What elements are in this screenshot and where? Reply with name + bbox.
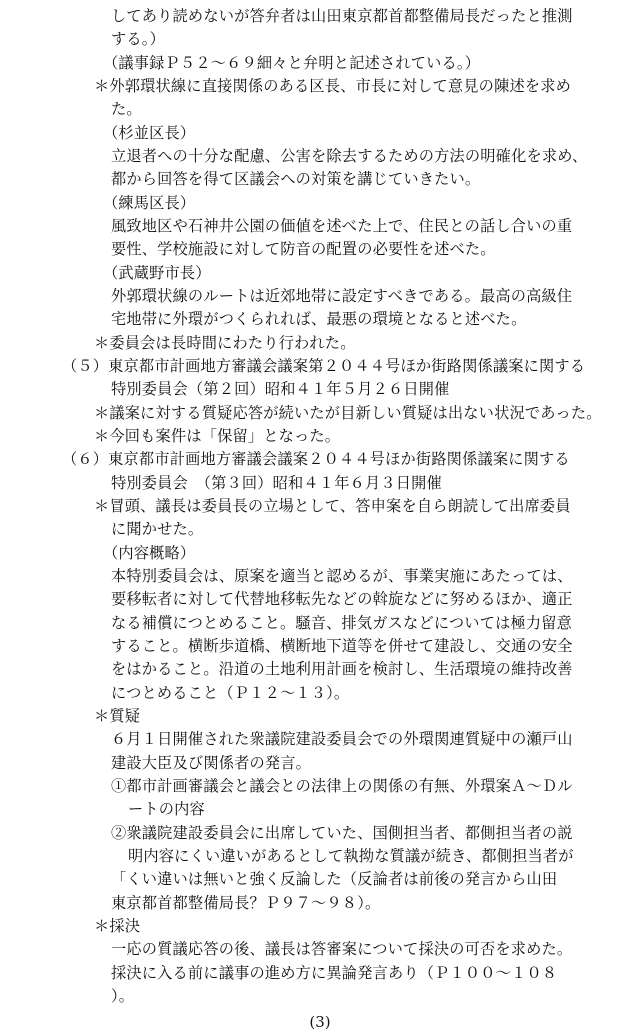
text-line: ＊質疑 [94, 707, 141, 725]
text-line: すること。横断歩道橋、横断地下道等を併せて建設し、交通の安全 [111, 637, 573, 655]
text-line: （６）東京都市計画地方審議会議案２０４４号ほか街路関係議案に関する [62, 450, 570, 468]
text-line: （内容概略） [103, 544, 196, 562]
text-line: なる補償につとめること。騒音、排気ガスなどについては極力留意 [111, 614, 573, 632]
text-line: ＊議案に対する質疑応答が続いたが目新しい質疑は出ない状況であった。 [94, 404, 602, 422]
text-line: 建設大臣及び関係者の発言。 [111, 754, 312, 772]
text-line: （５）東京都市計画地方審議会議案第２０４４号ほか街路関係議案に関する [62, 357, 586, 375]
text-line: ①都市計画審議会と議会との法律上の関係の有無、外環案Ａ〜Ｄル [111, 777, 573, 795]
text-line: （杉並区長） [103, 124, 196, 142]
text-line: 都から回答を得て区議会への対策を講じていきたい。 [111, 170, 481, 188]
text-line: 本特別委員会は、原案を適当と認めるが、事業実施にあたっては、 [111, 567, 573, 585]
text-line: 一応の質議応答の後、議長は答審案について採決の可否を求めた。 [111, 940, 573, 958]
text-line: 特別委員会 （第３回）昭和４１年６月３日開催 [111, 474, 442, 492]
text-line: ＊外郭環状線に直接関係のある区長、市長に対して意見の陳述を求め [94, 77, 572, 95]
text-line: （練馬区長） [103, 194, 196, 212]
text-line: 風致地区や石神井公園の価値を述べた上で、住民との話し合いの重 [111, 217, 573, 235]
text-line: 外郭環状線のルートは近郊地帯に設定すべきである。最高の高級住 [111, 287, 573, 305]
text-line: 「くい違いは無いと強く反論した（反論者は前後の発言から山田 [111, 870, 558, 888]
text-line: 東京都首都整備局長？Ｐ９７〜９８）。 [111, 894, 381, 912]
text-line: 採決に入る前に議事の進め方に異論発言あり（Ｐ１００〜１０８ [111, 964, 558, 982]
text-line: ６月１日開催された衆議院建設委員会での外環関連質疑中の瀬戸山 [111, 730, 573, 748]
text-line: ＊委員会は長時間にわたり行われた。 [94, 334, 356, 352]
text-line: につとめること（Ｐ１２〜１３）。 [111, 684, 350, 702]
page-number: (3) [309, 1013, 331, 1031]
text-line: に聞かせた。 [111, 520, 204, 538]
text-line: 宅地帯に外環がつくられれば、最悪の環境となると述べた。 [111, 310, 527, 328]
text-line: 特別委員会（第２回）昭和４１年５月２６日開催 [111, 380, 450, 398]
text-line: 立退者への十分な配慮、公害を除去するための方法の明確化を求め、 [111, 147, 588, 165]
text-line: 明内容にくい違いがあるとして執拗な質議が続き、都側担当者が [128, 847, 574, 865]
text-line: をはかること。沿道の土地利用計画を検討し、生活環境の維持改善 [111, 660, 573, 678]
text-line: ＊採決 [94, 917, 141, 935]
text-line: 要移転者に対して代替地移転先などの斡旋などに努めるほか、適正 [111, 590, 573, 608]
text-line: ートの内容 [128, 800, 205, 818]
text-line: ）。 [111, 987, 135, 1005]
text-line: （議事録Ｐ５２〜６９細々と弁明と記述されている。） [103, 54, 481, 72]
text-line: ＊今回も案件は「保留」となった。 [94, 427, 341, 445]
text-line: する。） [111, 30, 165, 48]
text-line: た。 [111, 100, 142, 118]
text-line: ②衆議院建設委員会に出席していた、国側担当者、都側担当者の説 [111, 824, 573, 842]
text-line: （武蔵野市長） [103, 264, 211, 282]
text-line: ＊冒頭、議長は委員長の立場として、答申案を自ら朗読して出席委員 [94, 497, 571, 515]
text-line: 要性、学校施設に対して防音の配置の必要性を述べた。 [111, 240, 496, 258]
text-line: してあり読めないが答弁者は山田東京都首都整備局長だったと推測 [111, 7, 573, 25]
